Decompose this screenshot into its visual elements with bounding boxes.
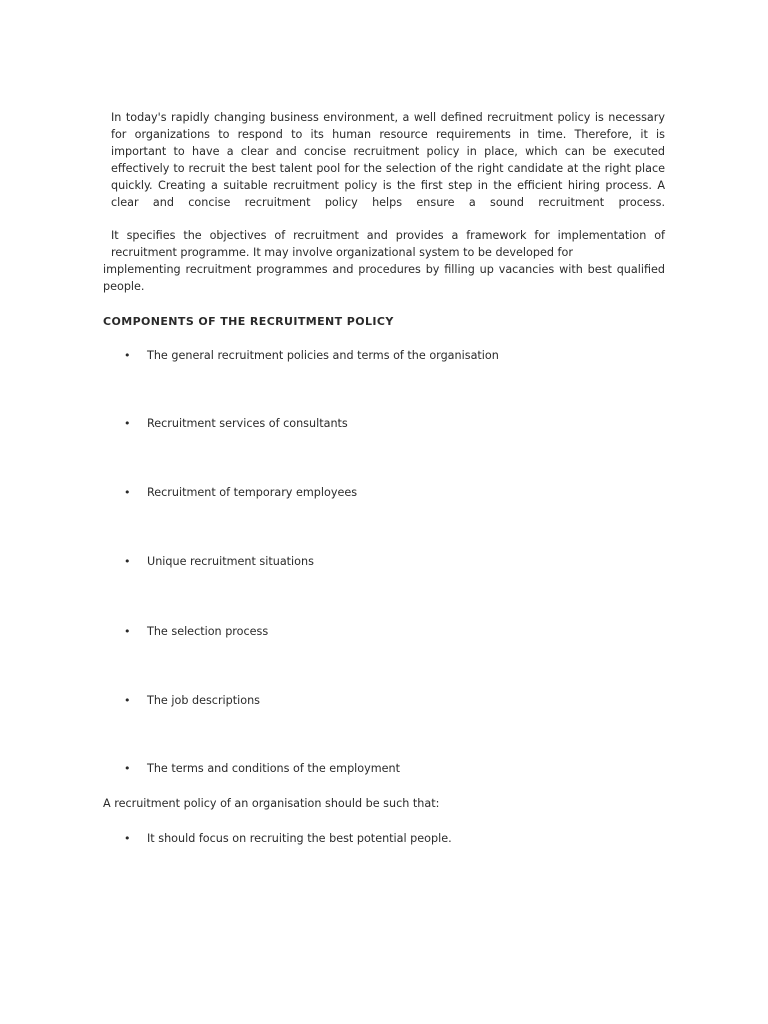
list-item-text: The terms and conditions of the employment: [147, 762, 401, 775]
list-item: [124, 415, 348, 432]
list-item: [124, 760, 400, 777]
list-item: [124, 553, 314, 570]
intro-paragraph-line: effectively to recruit the best talent pool for the selection of the right candidate at the right place: [111, 162, 665, 175]
intro-paragraph-line: quickly. Creating a suitable recruitment policy is the first step in the efficient hiring process. A: [111, 179, 665, 192]
bullet-icon: •: [124, 486, 131, 499]
list-item-text: The general recruitment policies and terms of the organisation: [147, 349, 499, 362]
bullet-icon: •: [124, 832, 131, 845]
bullet-icon: •: [124, 694, 131, 707]
bullet-icon: •: [124, 555, 131, 568]
list-item: [124, 830, 452, 847]
policy-intro: A recruitment policy of an organisation should be such that:: [103, 797, 440, 810]
bullet-icon: •: [124, 417, 131, 430]
list-item-text: Unique recruitment situations: [147, 555, 314, 568]
objectives-paragraph: [111, 227, 665, 261]
list-item: [124, 484, 357, 501]
bullet-icon: •: [124, 349, 131, 362]
list-item: [124, 692, 260, 709]
intro-paragraph-line: important to have a clear and concise recruitment policy in place, which can be executed: [111, 145, 665, 158]
list-item-text: It should focus on recruiting the best potential people.: [147, 832, 452, 845]
list-item-text: The job descriptions: [147, 694, 261, 707]
objectives-paragraph-line: recruitment programme. It may involve organizational system to be developed for: [111, 246, 573, 259]
list-item-text: Recruitment services of consultants: [147, 417, 348, 430]
objectives-paragraph-line: implementing recruitment programmes and procedures by filling up vacancies with best qualified: [103, 263, 665, 276]
intro-paragraph: [111, 109, 665, 211]
list-item: [124, 347, 499, 364]
intro-paragraph-line: for organizations to respond to its human resource requirements in time. Therefore, it is: [111, 128, 665, 141]
components-heading: COMPONENTS OF THE RECRUITMENT POLICY: [103, 315, 394, 328]
objectives-paragraph-line: people.: [103, 280, 145, 293]
bullet-icon: •: [124, 625, 131, 638]
list-item-text: Recruitment of temporary employees: [147, 486, 358, 499]
list-item-text: The selection process: [147, 625, 269, 638]
intro-paragraph-line: clear and concise recruitment policy helps ensure a sound recruitment process.: [111, 196, 665, 209]
list-item: [124, 623, 268, 640]
objectives-paragraph-continued: [103, 261, 665, 295]
bullet-icon: •: [124, 762, 131, 775]
intro-paragraph-line: In today's rapidly changing business environment, a well defined recruitment policy is necessary: [111, 111, 665, 124]
objectives-paragraph-line: It specifies the objectives of recruitment and provides a framework for implementation of: [111, 229, 665, 242]
